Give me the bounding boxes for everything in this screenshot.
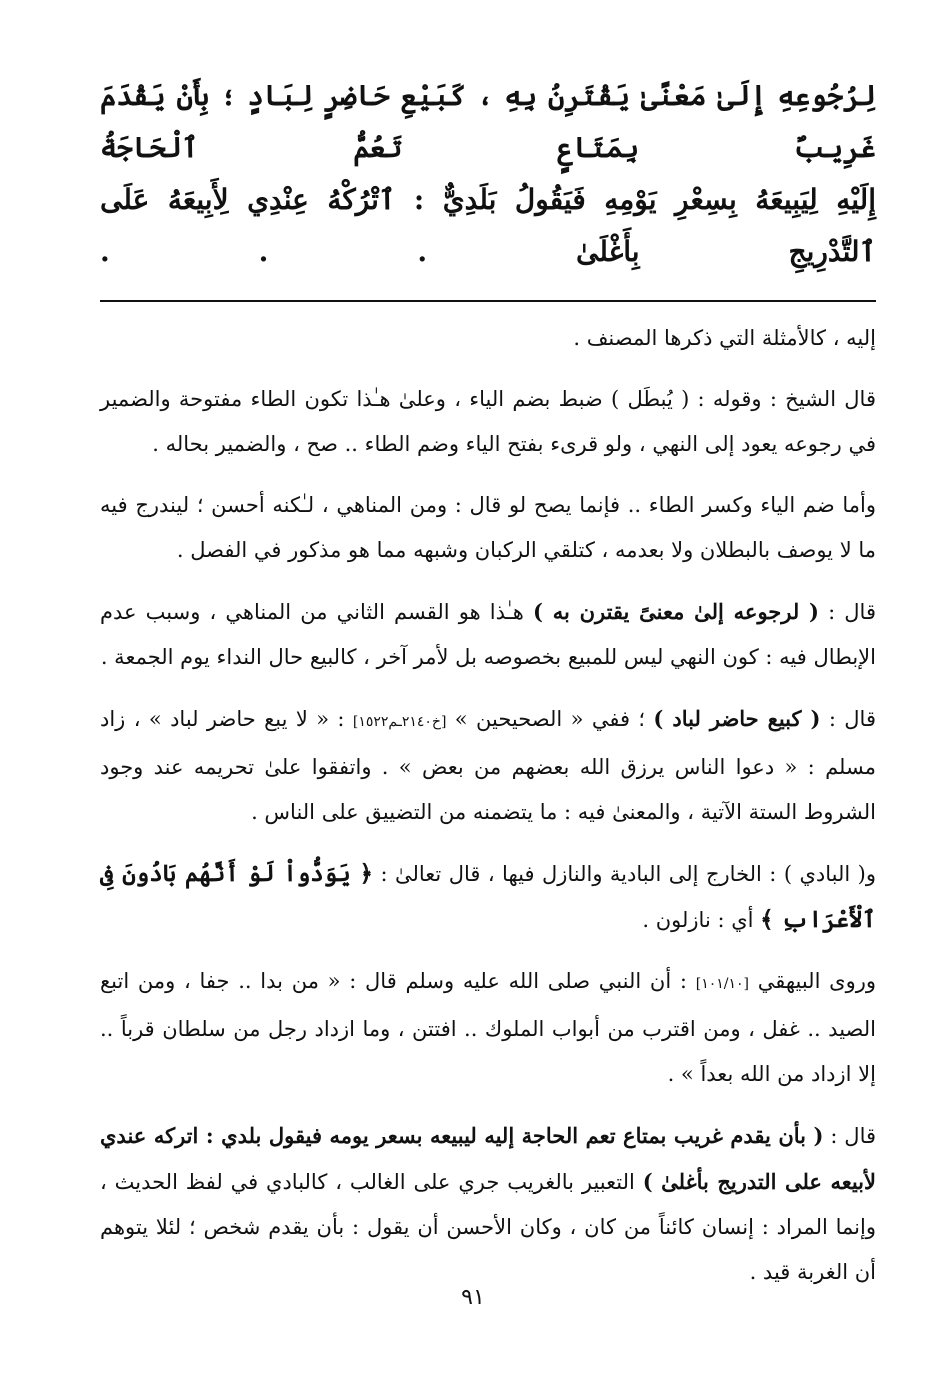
commentary-paragraph: [100, 589, 876, 680]
paragraph-text: : أن النبي صلى الله عليه وسلم قال : « من بدا .. جفا ، ومن اتبع الصيد .. غفل ، ومن اقترب من أبواب الملوك .. افتتن ، وما ازداد رجل من سلطان قرباً .. إلا ازداد من الله بعداً » .: [100, 969, 876, 1086]
commentary-paragraph: [100, 696, 876, 835]
paragraph-text: هـٰذا هو القسم الثاني من المناهي ، وسبب عدم الإبطال فيه : كون النهي ليس للمبيع بخصوصه بل لأمر آخر ، كالبيع حال النداء يوم الجمعة .: [100, 600, 876, 669]
commentary-paragraph: [100, 1113, 876, 1295]
paragraph-lead: وروى البيهقي: [748, 969, 876, 993]
commentary-paragraph: وأما ضم الياء وكسر الطاء .. فإنما يصح لو قال : ومن المناهي ، لـٰكنه أحسن ؛ ليندرج فيه ما لا يوصف بالبطلان ولا بعدمه ، كتلقي الركبان وشبهه مما هو مذكور في الفصل .: [100, 493, 876, 562]
commentary-block: [100, 316, 876, 1295]
paragraph-lead: و( البادي ) : الخارج إلى البادية والنازل فيها ، قال تعالىٰ :: [373, 862, 876, 886]
matn-line: لِرُجُوعِهِ إِلَىٰ مَعْنًىٰ يَقْتَرِنُ بِهِ ، كَبَيْعِ حَاضِرٍ لِبَادٍ ؛ بِأَنْ يَقْدَمَ غَرِيبٌ بِمَتَاعٍ تَعُمُّ ٱلْحَاجَةُ: [100, 79, 876, 164]
paragraph-text: : « لا يبع حاضر لباد » ، زاد مسلم : « دعوا الناس يرزق الله بعضهم من بعض » . واتفقوا علىٰ تحريمه عند وجود الشروط الستة الآتية ، والمعنىٰ فيه : ما يتضمنه من التضييق على الناس .: [100, 707, 876, 824]
quoted-matn: ( لرجوعه إلىٰ معنىً يقترن به ): [533, 599, 819, 624]
commentary-paragraph: [100, 851, 876, 943]
page-number: ٩١: [461, 1285, 485, 1310]
commentary-paragraph: إليه ، كالأمثلة التي ذكرها المصنف .: [573, 326, 876, 350]
book-page: [100, 70, 876, 1360]
matn-line: إِلَيْهِ لِيَبِيعَهُ بِسِعْرِ يَوْمِهِ فَيَقُولُ بَلَدِيٌّ : ٱتْرُكْهُ عِنْدِي لِأَبِيعَهُ عَلَى ٱلتَّدْرِيجِ بِأَغْلَىٰ . . .: [100, 183, 876, 268]
paragraph-text: ؛ ففي « الصحيحين »: [446, 707, 654, 731]
hadith-reference: [١٠١/١٠]: [695, 976, 749, 992]
paragraph-text: أي : نازلون .: [642, 908, 761, 932]
commentary-paragraph: قال الشيخ : وقوله : ( يُبطَل ) ضبط بضم الياء ، وعلىٰ هـٰذا تكون الطاء مفتوحة والضمير في رجوعه يعود إلى النهي ، ولو قرىء بفتح الياء وضم الطاء .. صح ، والضمير بحاله .: [100, 387, 876, 456]
paragraph-lead: قال :: [818, 600, 876, 624]
paragraph-text: التعبير بالغريب جري على الغالب ، كالبادي في لفظ الحديث ، وإنما المراد : إنسان كائناً من كان ، وكان الأحسن أن يقول : بأن يقدم شخص ؛ لئلا يتوهم أن الغربة قيد .: [100, 1170, 876, 1284]
commentary-paragraph: [100, 959, 876, 1097]
paragraph-lead: قال :: [823, 1124, 877, 1148]
quran-verse: ﴿ يَوَدُّواْ لَوْ أَنَّهُم بَادُونَ فِى ٱلْأَعْرَابِ ﴾: [100, 860, 876, 933]
matn-block: [100, 70, 876, 278]
quoted-matn: ( بأن يقدم غريب بمتاع تعم الحاجة إليه ليبيعه بسعر يومه فيقول بلدي : اتركه عندي لأبيعه على التدريج بأغلىٰ ): [100, 1123, 877, 1194]
separator-rule: [100, 300, 876, 302]
hadith-reference: [خ٢١٤٠ـم١٥٢٢]: [352, 714, 447, 730]
paragraph-lead: قال :: [820, 707, 876, 731]
quoted-matn: ( كبيع حاضر لباد ): [653, 706, 821, 731]
